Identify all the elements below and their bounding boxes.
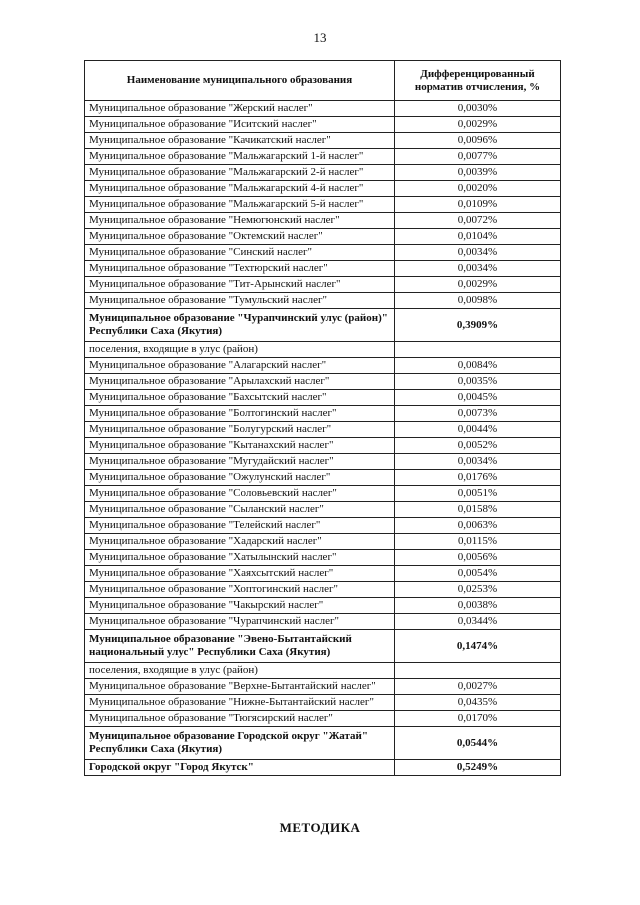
table-row	[85, 229, 561, 245]
norm-value: 0,0034%	[395, 261, 561, 277]
norm-value: 0,0115%	[395, 534, 561, 550]
table-row	[85, 197, 561, 213]
norm-value: 0,0544%	[395, 727, 561, 760]
norm-value: 0,0020%	[395, 181, 561, 197]
table-row	[85, 213, 561, 229]
table-row	[85, 470, 561, 486]
municipality-name: Муниципальное образование "Болтогинский наслег"	[85, 406, 395, 422]
norm-value: 0,0072%	[395, 213, 561, 229]
table-row	[85, 630, 561, 663]
municipality-name: Муниципальное образование "Нижне-Бытантайский наслег"	[85, 695, 395, 711]
norm-value: 0,0039%	[395, 165, 561, 181]
table-row	[85, 486, 561, 502]
table-row	[85, 422, 561, 438]
norm-value: 0,0096%	[395, 133, 561, 149]
norm-value: 0,0084%	[395, 358, 561, 374]
norm-value	[395, 342, 561, 358]
municipality-name: Муниципальное образование "Соловьевский наслег"	[85, 486, 395, 502]
table-row	[85, 663, 561, 679]
norm-value: 0,0176%	[395, 470, 561, 486]
table-body	[85, 101, 561, 776]
municipality-name: Муниципальное образование "Жерский наслег"	[85, 101, 395, 117]
table-row	[85, 438, 561, 454]
section-title: МЕТОДИКА	[279, 820, 361, 835]
table-row	[85, 518, 561, 534]
municipality-name: Муниципальное образование "Хатылынский наслег"	[85, 550, 395, 566]
municipality-name: Муниципальное образование "Тумульский наслег"	[85, 293, 395, 309]
table-row	[85, 358, 561, 374]
norm-value: 0,0077%	[395, 149, 561, 165]
norm-value: 0,0056%	[395, 550, 561, 566]
municipality-name: Муниципальное образование "Качикатский наслег"	[85, 133, 395, 149]
municipality-name: Муниципальное образование "Синский наслег"	[85, 245, 395, 261]
table-row	[85, 582, 561, 598]
table-row	[85, 101, 561, 117]
norm-value: 0,0073%	[395, 406, 561, 422]
norm-value: 0,0029%	[395, 277, 561, 293]
header-municipality: Наименование муниципального образования	[85, 61, 395, 101]
municipality-name: Муниципальное образование "Октемский наслег"	[85, 229, 395, 245]
table-row	[85, 406, 561, 422]
norm-value: 0,0051%	[395, 486, 561, 502]
header-norm: Дифференцированный норматив отчисления, %	[395, 61, 561, 101]
table-row	[85, 181, 561, 197]
norm-value: 0,5249%	[395, 760, 561, 776]
municipality-name: Муниципальное образование "Болугурский наслег"	[85, 422, 395, 438]
table-row	[85, 309, 561, 342]
table-row	[85, 727, 561, 760]
norm-value: 0,0344%	[395, 614, 561, 630]
norm-value: 0,0045%	[395, 390, 561, 406]
table-row	[85, 614, 561, 630]
norm-value	[395, 663, 561, 679]
municipality-name: Муниципальное образование "Мальжагарский 2-й наслег"	[85, 165, 395, 181]
table-row	[85, 534, 561, 550]
table-row	[85, 598, 561, 614]
norm-value: 0,0253%	[395, 582, 561, 598]
municipality-name: Муниципальное образование "Эвено-Бытантайский национальный улус" Республики Саха (Якутия)	[85, 630, 395, 663]
table-row	[85, 550, 561, 566]
municipality-name: Муниципальное образование "Арылахский наслег"	[85, 374, 395, 390]
norm-value: 0,3909%	[395, 309, 561, 342]
municipality-name: Муниципальное образование "Техтюрский наслег"	[85, 261, 395, 277]
municipality-name: Муниципальное образование "Хадарский наслег"	[85, 534, 395, 550]
municipality-name: Муниципальное образование "Телейский наслег"	[85, 518, 395, 534]
municipality-name: Муниципальное образование "Кытанахский наслег"	[85, 438, 395, 454]
norm-value: 0,0029%	[395, 117, 561, 133]
table-row	[85, 342, 561, 358]
norm-value: 0,0435%	[395, 695, 561, 711]
table-row	[85, 261, 561, 277]
municipality-name: Муниципальное образование "Верхне-Бытантайский наслег"	[85, 679, 395, 695]
table-row	[85, 374, 561, 390]
norm-value: 0,0063%	[395, 518, 561, 534]
municipality-name: Муниципальное образование "Чурапчинский наслег"	[85, 614, 395, 630]
municipality-name: Муниципальное образование "Сыланский наслег"	[85, 502, 395, 518]
table-row	[85, 695, 561, 711]
norm-value: 0,0044%	[395, 422, 561, 438]
norm-value: 0,0109%	[395, 197, 561, 213]
municipality-name: Городской округ "Город Якутск"	[85, 760, 395, 776]
table-row	[85, 149, 561, 165]
norm-value: 0,0104%	[395, 229, 561, 245]
table-row	[85, 293, 561, 309]
municipality-name: Муниципальное образование "Тюгясирский наслег"	[85, 711, 395, 727]
municipality-name: Муниципальное образование "Хоптогинский наслег"	[85, 582, 395, 598]
table-row	[85, 133, 561, 149]
table-row	[85, 566, 561, 582]
norm-value: 0,0038%	[395, 598, 561, 614]
municipality-name: Муниципальное образование "Иситский наслег"	[85, 117, 395, 133]
norms-table	[84, 60, 561, 776]
municipality-name: Муниципальное образование "Алагарский наслег"	[85, 358, 395, 374]
municipality-name: Муниципальное образование "Мальжагарский 5-й наслег"	[85, 197, 395, 213]
norm-value: 0,1474%	[395, 630, 561, 663]
page-number: 13	[313, 30, 327, 45]
table-row	[85, 245, 561, 261]
table-header-row	[85, 61, 561, 101]
municipality-name: Муниципальное образование "Мальжагарский 4-й наслег"	[85, 181, 395, 197]
municipality-name: Муниципальное образование "Чурапчинский улус (район)" Республики Саха (Якутия)	[85, 309, 395, 342]
table-row	[85, 502, 561, 518]
municipality-name: поселения, входящие в улус (район)	[85, 663, 395, 679]
municipality-name: Муниципальное образование "Чакырский наслег"	[85, 598, 395, 614]
table-row	[85, 165, 561, 181]
norm-value: 0,0170%	[395, 711, 561, 727]
municipality-name: Муниципальное образование "Мальжагарский 1-й наслег"	[85, 149, 395, 165]
norm-value: 0,0158%	[395, 502, 561, 518]
table-row	[85, 760, 561, 776]
norm-value: 0,0052%	[395, 438, 561, 454]
municipality-name: Муниципальное образование "Бахсытский наслег"	[85, 390, 395, 406]
norm-value: 0,0035%	[395, 374, 561, 390]
table-row	[85, 454, 561, 470]
norm-value: 0,0030%	[395, 101, 561, 117]
norm-value: 0,0054%	[395, 566, 561, 582]
table-row	[85, 679, 561, 695]
municipality-name: Муниципальное образование "Хаяхсытский наслег"	[85, 566, 395, 582]
municipality-name: Муниципальное образование "Немюгюнский наслег"	[85, 213, 395, 229]
norm-value: 0,0034%	[395, 454, 561, 470]
norm-value: 0,0034%	[395, 245, 561, 261]
municipality-name: Муниципальное образование Городской округ "Жатай" Республики Саха (Якутия)	[85, 727, 395, 760]
municipality-name: поселения, входящие в улус (район)	[85, 342, 395, 358]
municipality-name: Муниципальное образование "Ожулунский наслег"	[85, 470, 395, 486]
table-row	[85, 117, 561, 133]
norm-value: 0,0098%	[395, 293, 561, 309]
table-row	[85, 390, 561, 406]
norm-value: 0,0027%	[395, 679, 561, 695]
municipality-name: Муниципальное образование "Тит-Арынский наслег"	[85, 277, 395, 293]
table-row	[85, 711, 561, 727]
table-row	[85, 277, 561, 293]
municipality-name: Муниципальное образование "Мугудайский наслег"	[85, 454, 395, 470]
